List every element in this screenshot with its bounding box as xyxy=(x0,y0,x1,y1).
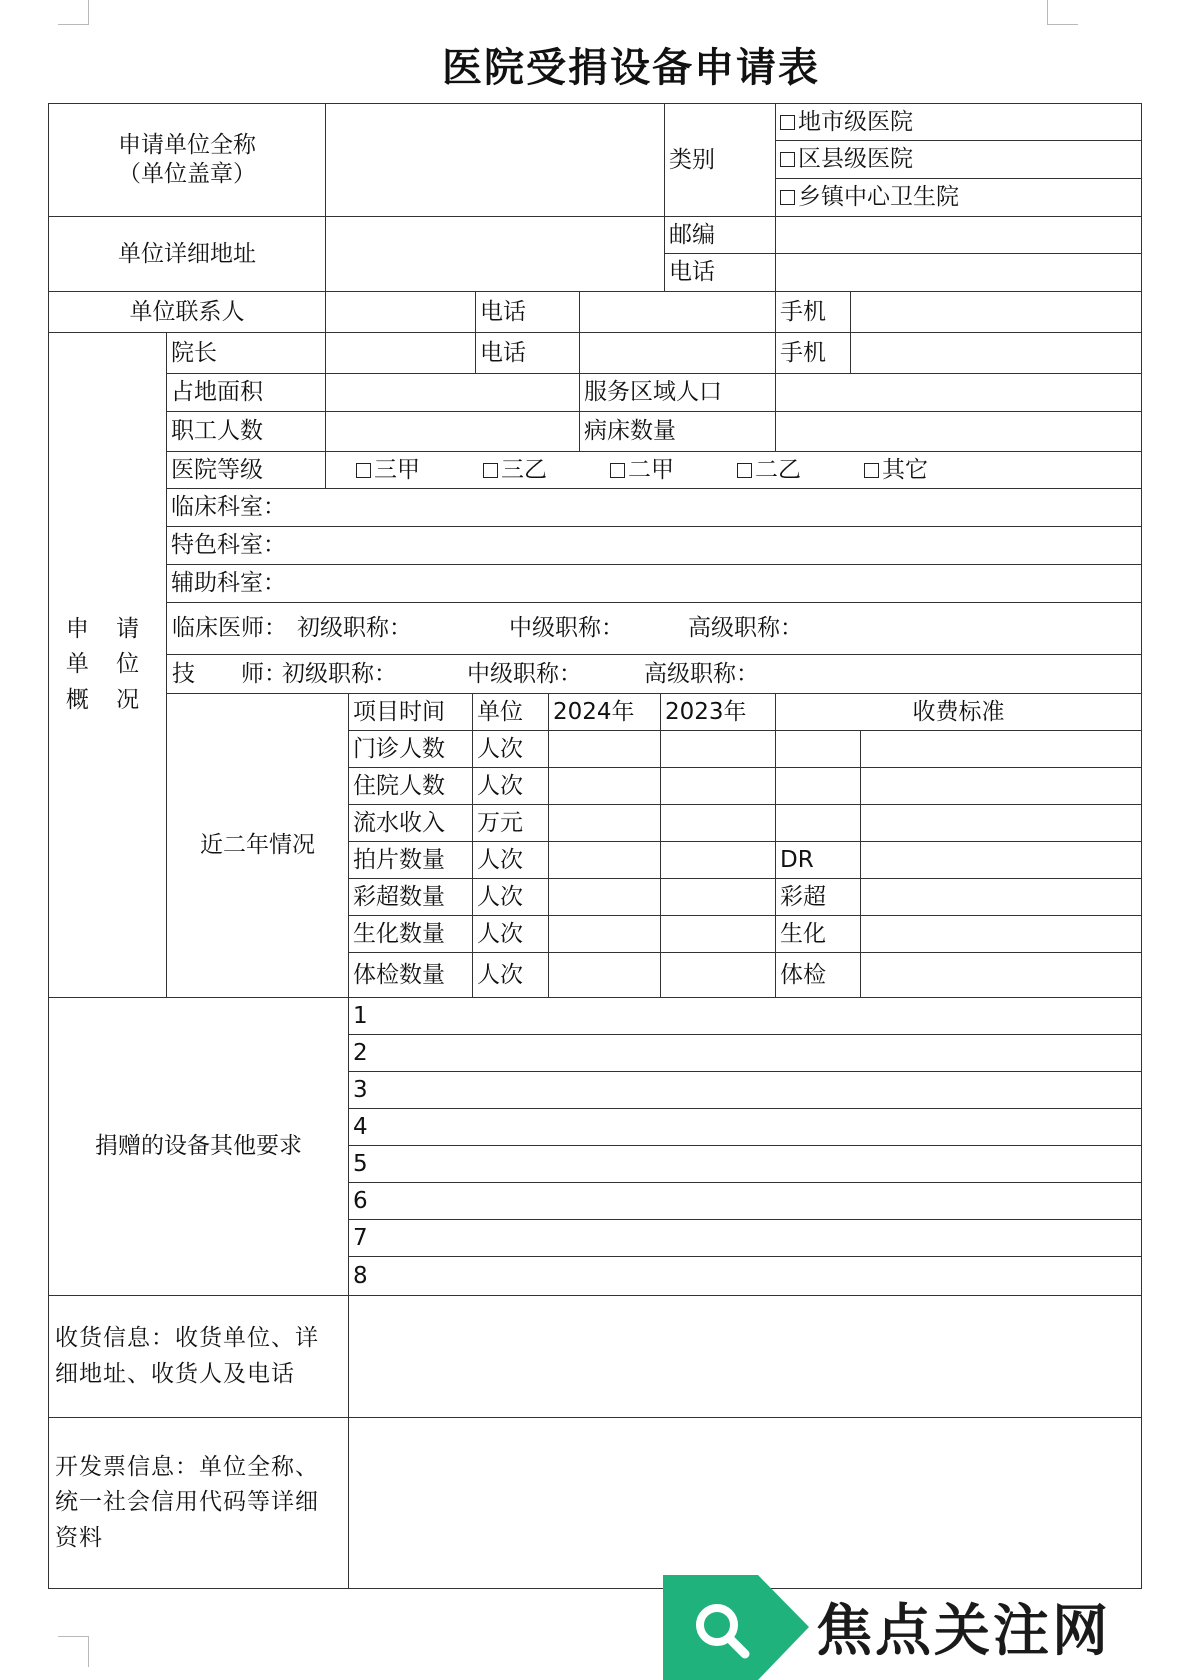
recent-fee-field[interactable] xyxy=(860,767,1142,805)
contact-label: 单位联系人 xyxy=(48,291,326,333)
equipment-item-row[interactable]: 6 xyxy=(348,1182,1142,1220)
recent-unit-label: 人次 xyxy=(472,841,549,879)
crop-mark-bottom-left xyxy=(58,1636,89,1667)
shipping-info-field[interactable] xyxy=(348,1295,1142,1418)
recent-unit-label: 人次 xyxy=(472,767,549,805)
watermark-badge xyxy=(663,1575,809,1680)
recent-item-label: 生化数量 xyxy=(348,915,473,953)
address-label: 单位详细地址 xyxy=(48,216,326,292)
recent-years-label: 近二年情况 xyxy=(166,693,349,998)
dean-mobile-field[interactable] xyxy=(850,332,1142,374)
area-field[interactable] xyxy=(325,373,580,412)
dean-phone-label: 电话 xyxy=(475,332,580,374)
recent-fee-field[interactable] xyxy=(860,952,1142,998)
hospital-level-options xyxy=(325,451,1142,489)
recent-2023-field[interactable] xyxy=(660,804,776,842)
recent-2023-field[interactable] xyxy=(660,878,776,916)
recent-unit-label: 人次 xyxy=(472,878,549,916)
recent-2023-field[interactable] xyxy=(660,841,776,879)
category-option-city[interactable] xyxy=(775,103,1142,141)
equipment-item-row[interactable]: 5 xyxy=(348,1145,1142,1183)
recent-2023-field[interactable] xyxy=(660,730,776,768)
recent-item-label: 流水收入 xyxy=(348,804,473,842)
applicant-label-line2: （单位盖章） xyxy=(118,161,256,187)
equipment-item-row[interactable]: 1 xyxy=(348,997,1142,1035)
equipment-item-row[interactable]: 8 xyxy=(348,1256,1142,1296)
checkbox-icon xyxy=(780,190,795,205)
level-option-text: 三乙 xyxy=(501,456,547,483)
area-label: 占地面积 xyxy=(166,373,326,412)
doctors-label: 临床医师： xyxy=(172,615,287,642)
invoice-info-field[interactable] xyxy=(348,1417,1142,1589)
checkbox-icon xyxy=(737,463,752,478)
recent-unit-label: 人次 xyxy=(472,952,549,998)
recent-2023-field[interactable] xyxy=(660,915,776,953)
recent-fee-field[interactable] xyxy=(860,730,1142,768)
contact-phone-field[interactable] xyxy=(579,291,776,333)
doctors-junior-label: 初级职称： xyxy=(297,615,412,642)
recent-fee-item xyxy=(775,767,861,805)
level-option-text: 其它 xyxy=(882,456,928,483)
watermark-text: 焦点关注网 xyxy=(816,1599,1111,1664)
recent-item-label: 住院人数 xyxy=(348,767,473,805)
level-option[interactable] xyxy=(864,452,928,488)
auxiliary-depts-field[interactable]: 辅助科室： xyxy=(166,564,1142,603)
recent-2024-field[interactable] xyxy=(548,952,661,998)
level-option[interactable] xyxy=(610,452,674,488)
hospital-level-label: 医院等级 xyxy=(166,451,326,489)
checkbox-icon xyxy=(864,463,879,478)
recent-header-2023: 2023年 xyxy=(660,693,776,731)
technicians-senior-label: 高级职称： xyxy=(644,660,759,687)
recent-fee-item xyxy=(775,804,861,842)
contact-name-field[interactable] xyxy=(325,291,476,333)
address-phone-label: 电话 xyxy=(664,253,776,292)
level-option-text: 二甲 xyxy=(628,456,674,483)
invoice-info-label: 开发票信息：单位全称、统一社会信用代码等详细资料 xyxy=(48,1417,349,1589)
doctors-row[interactable] xyxy=(166,602,1142,655)
section-label-applicant-overview xyxy=(48,332,167,998)
shipping-info-label: 收货信息：收货单位、详细地址、收货人及电话 xyxy=(48,1295,349,1418)
search-icon xyxy=(663,1575,763,1680)
recent-fee-item: DR xyxy=(775,841,861,879)
clinical-depts-field[interactable]: 临床科室： xyxy=(166,488,1142,527)
crop-mark-top-left xyxy=(58,0,89,25)
category-text: 地市级医院 xyxy=(798,108,913,135)
equipment-item-row[interactable]: 2 xyxy=(348,1034,1142,1072)
technicians-row[interactable] xyxy=(166,654,1142,694)
equipment-item-row[interactable]: 3 xyxy=(348,1071,1142,1109)
recent-header-2024: 2024年 xyxy=(548,693,661,731)
recent-fee-item: 体检 xyxy=(775,952,861,998)
form-title: 医院受捐设备申请表 xyxy=(442,45,820,91)
postcode-label: 邮编 xyxy=(664,216,776,254)
checkbox-icon xyxy=(780,152,795,167)
recent-2024-field[interactable] xyxy=(548,841,661,879)
recent-item-label: 门诊人数 xyxy=(348,730,473,768)
technicians-middle-label: 中级职称： xyxy=(467,660,582,687)
doctors-senior-label: 高级职称： xyxy=(688,615,803,642)
recent-item-label: 拍片数量 xyxy=(348,841,473,879)
recent-2023-field[interactable] xyxy=(660,767,776,805)
recent-unit-label: 人次 xyxy=(472,730,549,768)
level-option[interactable] xyxy=(356,452,420,488)
featured-depts-field[interactable]: 特色科室： xyxy=(166,526,1142,565)
equipment-item-row[interactable]: 4 xyxy=(348,1108,1142,1146)
checkbox-icon xyxy=(356,463,371,478)
staff-field[interactable] xyxy=(325,411,580,452)
category-option-county[interactable] xyxy=(775,140,1142,179)
applicant-name-field[interactable] xyxy=(325,103,665,217)
recent-2024-field[interactable] xyxy=(548,767,661,805)
dean-label: 院长 xyxy=(166,332,326,374)
population-label: 服务区域人口 xyxy=(579,373,776,412)
recent-unit-label: 万元 xyxy=(472,804,549,842)
recent-fee-field[interactable] xyxy=(860,804,1142,842)
recent-2024-field[interactable] xyxy=(548,915,661,953)
recent-item-label: 体检数量 xyxy=(348,952,473,998)
level-option[interactable] xyxy=(737,452,801,488)
applicant-name-label xyxy=(48,103,326,217)
recent-fee-field[interactable] xyxy=(860,915,1142,953)
category-text: 乡镇中心卫生院 xyxy=(798,184,959,211)
recent-header-item: 项目时间 xyxy=(348,693,473,731)
level-option-text: 二乙 xyxy=(755,456,801,483)
beds-label: 病床数量 xyxy=(579,411,776,452)
population-field[interactable] xyxy=(775,373,1142,412)
recent-2023-field[interactable] xyxy=(660,952,776,998)
contact-mobile-label: 手机 xyxy=(775,291,851,333)
contact-mobile-field[interactable] xyxy=(850,291,1142,333)
technicians-label: 技 师： xyxy=(172,660,287,687)
dean-mobile-label: 手机 xyxy=(775,332,851,374)
recent-header-unit: 单位 xyxy=(472,693,549,731)
checkbox-icon xyxy=(610,463,625,478)
equipment-item-row[interactable]: 7 xyxy=(348,1219,1142,1257)
recent-2024-field[interactable] xyxy=(548,878,661,916)
level-option[interactable] xyxy=(483,452,547,488)
recent-header-fee: 收费标准 xyxy=(775,693,1142,731)
recent-fee-item xyxy=(775,730,861,768)
recent-unit-label: 人次 xyxy=(472,915,549,953)
recent-fee-item: 彩超 xyxy=(775,878,861,916)
doctors-middle-label: 中级职称： xyxy=(509,615,624,642)
category-text: 区县级医院 xyxy=(798,146,913,173)
dean-phone-field[interactable] xyxy=(579,332,776,374)
technicians-junior-label: 初级职称： xyxy=(282,660,397,687)
recent-fee-field[interactable] xyxy=(860,841,1142,879)
beds-field[interactable] xyxy=(775,411,1142,452)
postcode-field[interactable] xyxy=(775,216,1142,254)
address-phone-field[interactable] xyxy=(775,253,1142,292)
recent-2024-field[interactable] xyxy=(548,804,661,842)
site-watermark xyxy=(663,1575,1143,1680)
section-label-text: 申 请 单 位 概 况 xyxy=(65,615,150,713)
checkbox-icon xyxy=(483,463,498,478)
recent-item-label: 彩超数量 xyxy=(348,878,473,916)
equipment-label: 捐赠的设备其他要求 xyxy=(48,997,349,1296)
contact-phone-label: 电话 xyxy=(475,291,580,333)
recent-fee-field[interactable] xyxy=(860,878,1142,916)
address-field[interactable] xyxy=(325,216,665,292)
category-label: 类别 xyxy=(664,103,776,217)
recent-2024-field[interactable] xyxy=(548,730,661,768)
recent-fee-item: 生化 xyxy=(775,915,861,953)
crop-mark-top-right xyxy=(1047,0,1078,25)
staff-label: 职工人数 xyxy=(166,411,326,452)
applicant-label-line1: 申请单位全称 xyxy=(118,132,256,159)
checkbox-icon xyxy=(780,115,795,130)
dean-name-field[interactable] xyxy=(325,332,476,374)
category-option-township[interactable] xyxy=(775,178,1142,217)
level-option-text: 三甲 xyxy=(374,456,420,483)
